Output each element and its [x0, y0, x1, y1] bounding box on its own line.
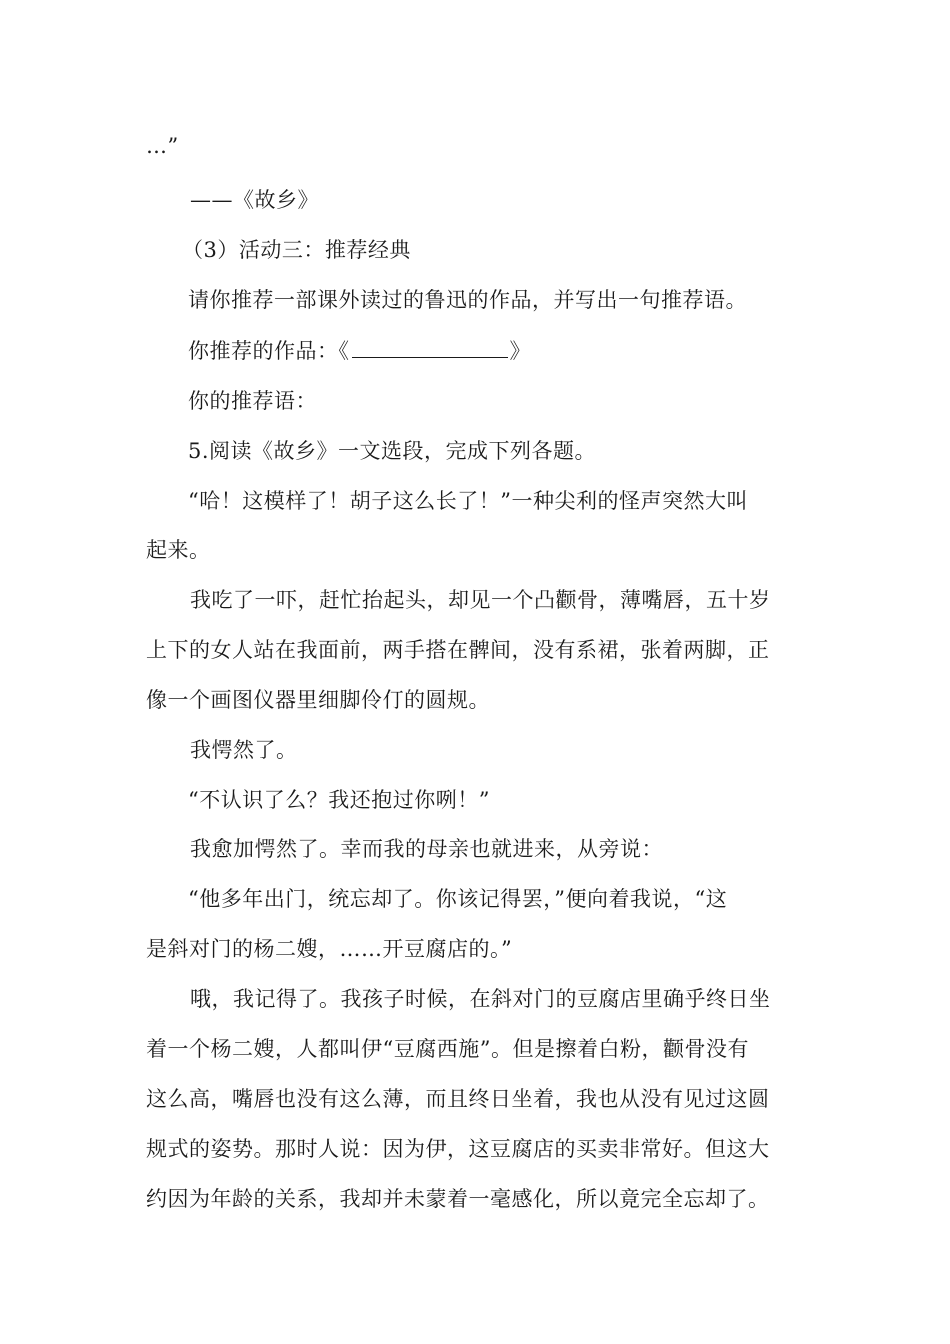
paragraph-line: 哦，我记得了。我孩子时候，在斜对门的豆腐店里确乎终日坐 [190, 987, 771, 1011]
paragraph-line: 是斜对门的杨二嫂，……开豆腐店的。” [146, 937, 513, 961]
paragraph-line: 我吃了一吓，赶忙抬起头，却见一个凸颧骨，薄嘴唇，五十岁 [190, 588, 771, 612]
paragraph-line: “不认识了么？我还抱过你咧！” [188, 788, 490, 812]
instruction-text: 请你推荐一部课外读过的鲁迅的作品，并写出一句推荐语。 [188, 288, 747, 312]
paragraph-line: 上下的女人站在我面前，两手搭在髀间，没有系裙，张着两脚，正 [146, 638, 770, 662]
recommended-work-line [188, 336, 858, 366]
source-citation: ——《故乡》 [190, 188, 319, 212]
paragraph-line: 着一个杨二嫂，人都叫伊“豆腐西施”。但是擦着白粉，颧骨没有 [146, 1037, 749, 1061]
paragraph-line: 约因为年龄的关系，我却并未蒙着一毫感化，所以竟完全忘却了。 [146, 1187, 770, 1211]
recommended-work-close: 》 [509, 339, 531, 363]
paragraph-line: 规式的姿势。那时人说：因为伊，这豆腐店的买卖非常好。但这大 [146, 1137, 770, 1161]
paragraph-line: 我愈加愕然了。幸而我的母亲也就进来，从旁说： [190, 837, 663, 861]
recommended-work-label: 你推荐的作品：《 [188, 339, 350, 363]
paragraph-line: 这么高，嘴唇也没有这么薄，而且终日坐着，我也从没有见过这圆 [146, 1087, 770, 1111]
recommendation-label: 你的推荐语： [188, 389, 317, 413]
paragraph-line: 起来。 [146, 538, 211, 562]
activity-heading: （3）活动三：推荐经典 [182, 238, 411, 262]
question-5-heading: 5.阅读《故乡》一文选段，完成下列各题。 [188, 439, 597, 463]
quote-ending: …” [146, 134, 179, 158]
paragraph-line: 像一个画图仪器里细脚伶仃的圆规。 [146, 688, 490, 712]
paragraph-line: “哈！这模样了！胡子这么长了！”一种尖利的怪声突然大叫 [188, 489, 748, 513]
paragraph-line: “他多年出门，统忘却了。你该记得罢，”便向着我说，“这 [188, 887, 728, 911]
recommended-work-blank[interactable] [352, 337, 508, 358]
paragraph-line: 我愕然了。 [190, 738, 298, 762]
